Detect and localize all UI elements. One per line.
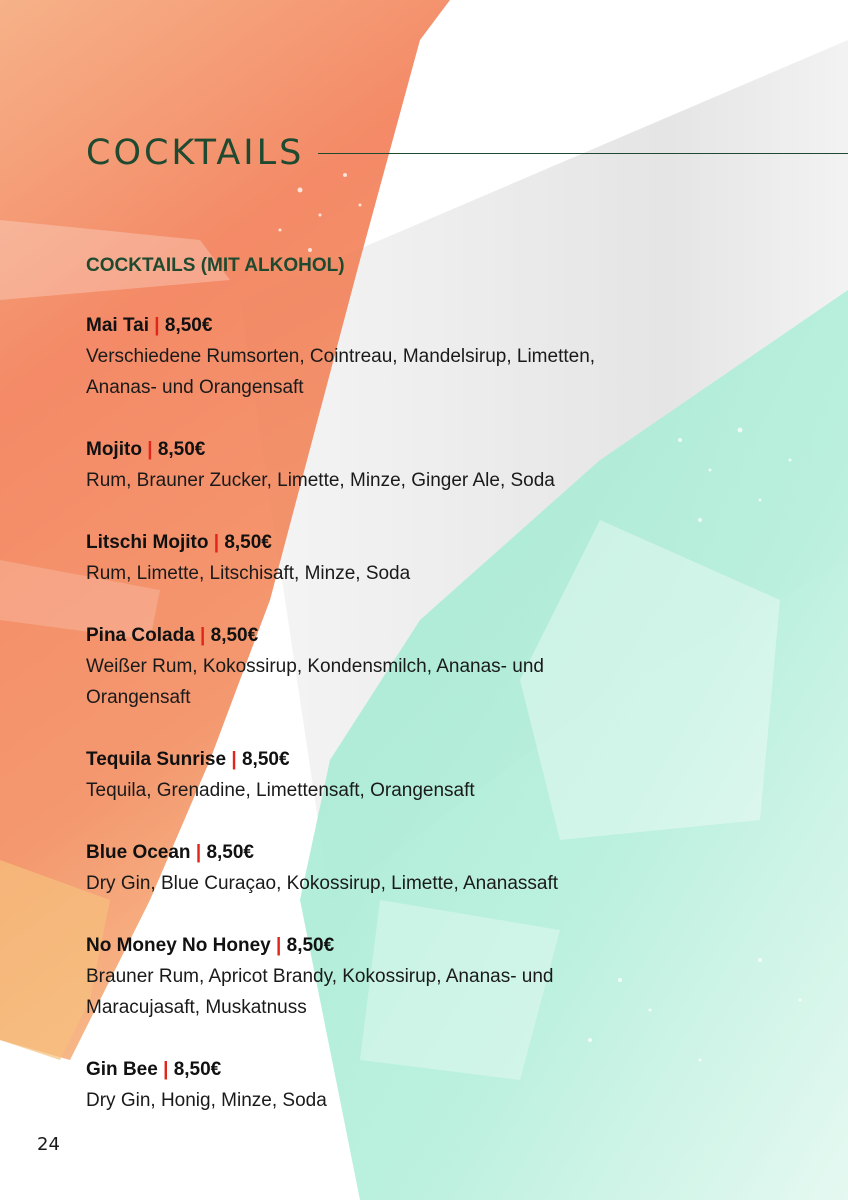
menu-item-description: Ananas- und Orangensaft (86, 377, 304, 398)
menu-item (86, 930, 726, 1023)
menu-item-name: Mai Tai (86, 315, 149, 336)
price-separator: | (147, 439, 153, 460)
price-separator: | (231, 749, 237, 770)
page-title: COCKTAILS (86, 133, 305, 173)
menu-item-header (86, 1054, 726, 1085)
menu-item-description: Dry Gin, Blue Curaçao, Kokossirup, Limette, Ananassaft (86, 873, 559, 894)
menu-item-name: Tequila Sunrise (86, 749, 227, 770)
menu-item-description: Tequila, Grenadine, Limettensaft, Orangensaft (86, 780, 475, 801)
price-separator: | (200, 625, 206, 646)
menu-item (86, 744, 726, 806)
menu-item-description: Maracujasaft, Muskatnuss (86, 997, 307, 1018)
menu-item-price: 8,50€ (164, 315, 213, 336)
menu-item (86, 620, 726, 713)
menu-item-name: Litschi Mojito (86, 532, 209, 553)
menu-item (86, 434, 726, 496)
menu-item-description: Dry Gin, Honig, Minze, Soda (86, 1090, 327, 1111)
menu-item-price: 8,50€ (173, 1059, 222, 1080)
page-number: 24 (37, 1134, 60, 1155)
menu-item (86, 527, 726, 589)
menu-item (86, 1054, 726, 1116)
menu-item-header (86, 527, 726, 558)
menu-item-list (86, 310, 726, 1116)
menu-item-header (86, 434, 726, 465)
menu-item-price: 8,50€ (157, 439, 206, 460)
menu-item-price: 8,50€ (206, 842, 254, 863)
menu-item-description: Orangensaft (86, 687, 191, 708)
menu-item-description: Verschiedene Rumsorten, Cointreau, Mandelsirup, Limetten, (86, 346, 596, 367)
price-separator: | (276, 935, 282, 956)
menu-item-header (86, 310, 726, 341)
title-divider (318, 153, 848, 154)
menu-item-description: Rum, Limette, Litschisaft, Minze, Soda (86, 563, 411, 584)
menu-item-description: Brauner Rum, Apricot Brandy, Kokossirup, Ananas- und (86, 966, 554, 987)
menu-item-description: Rum, Brauner Zucker, Limette, Minze, Ginger Ale, Soda (86, 470, 555, 491)
menu-item-header (86, 930, 726, 961)
menu-item-name: Blue Ocean (86, 842, 191, 863)
menu-item-price: 8,50€ (224, 532, 272, 553)
menu-item-name: Pina Colada (86, 625, 195, 646)
menu-item-name: No Money No Honey (86, 935, 271, 956)
menu-item-name: Gin Bee (86, 1059, 158, 1080)
menu-item-price: 8,50€ (210, 625, 259, 646)
menu-item-description: Weißer Rum, Kokossirup, Kondensmilch, Ananas- und (86, 656, 544, 677)
price-separator: | (213, 532, 220, 553)
price-separator: | (163, 1059, 169, 1080)
section-title: COCKTAILS (MIT ALKOHOL) (86, 255, 345, 276)
menu-item-header (86, 744, 726, 775)
menu-item-header (86, 837, 726, 868)
price-separator: | (195, 842, 202, 863)
menu-item (86, 310, 726, 403)
menu-item-name: Mojito (86, 439, 142, 460)
menu-item-price: 8,50€ (286, 935, 335, 956)
menu-item (86, 837, 726, 899)
menu-item-header (86, 620, 726, 651)
menu-item-price: 8,50€ (241, 749, 290, 770)
price-separator: | (154, 315, 160, 336)
